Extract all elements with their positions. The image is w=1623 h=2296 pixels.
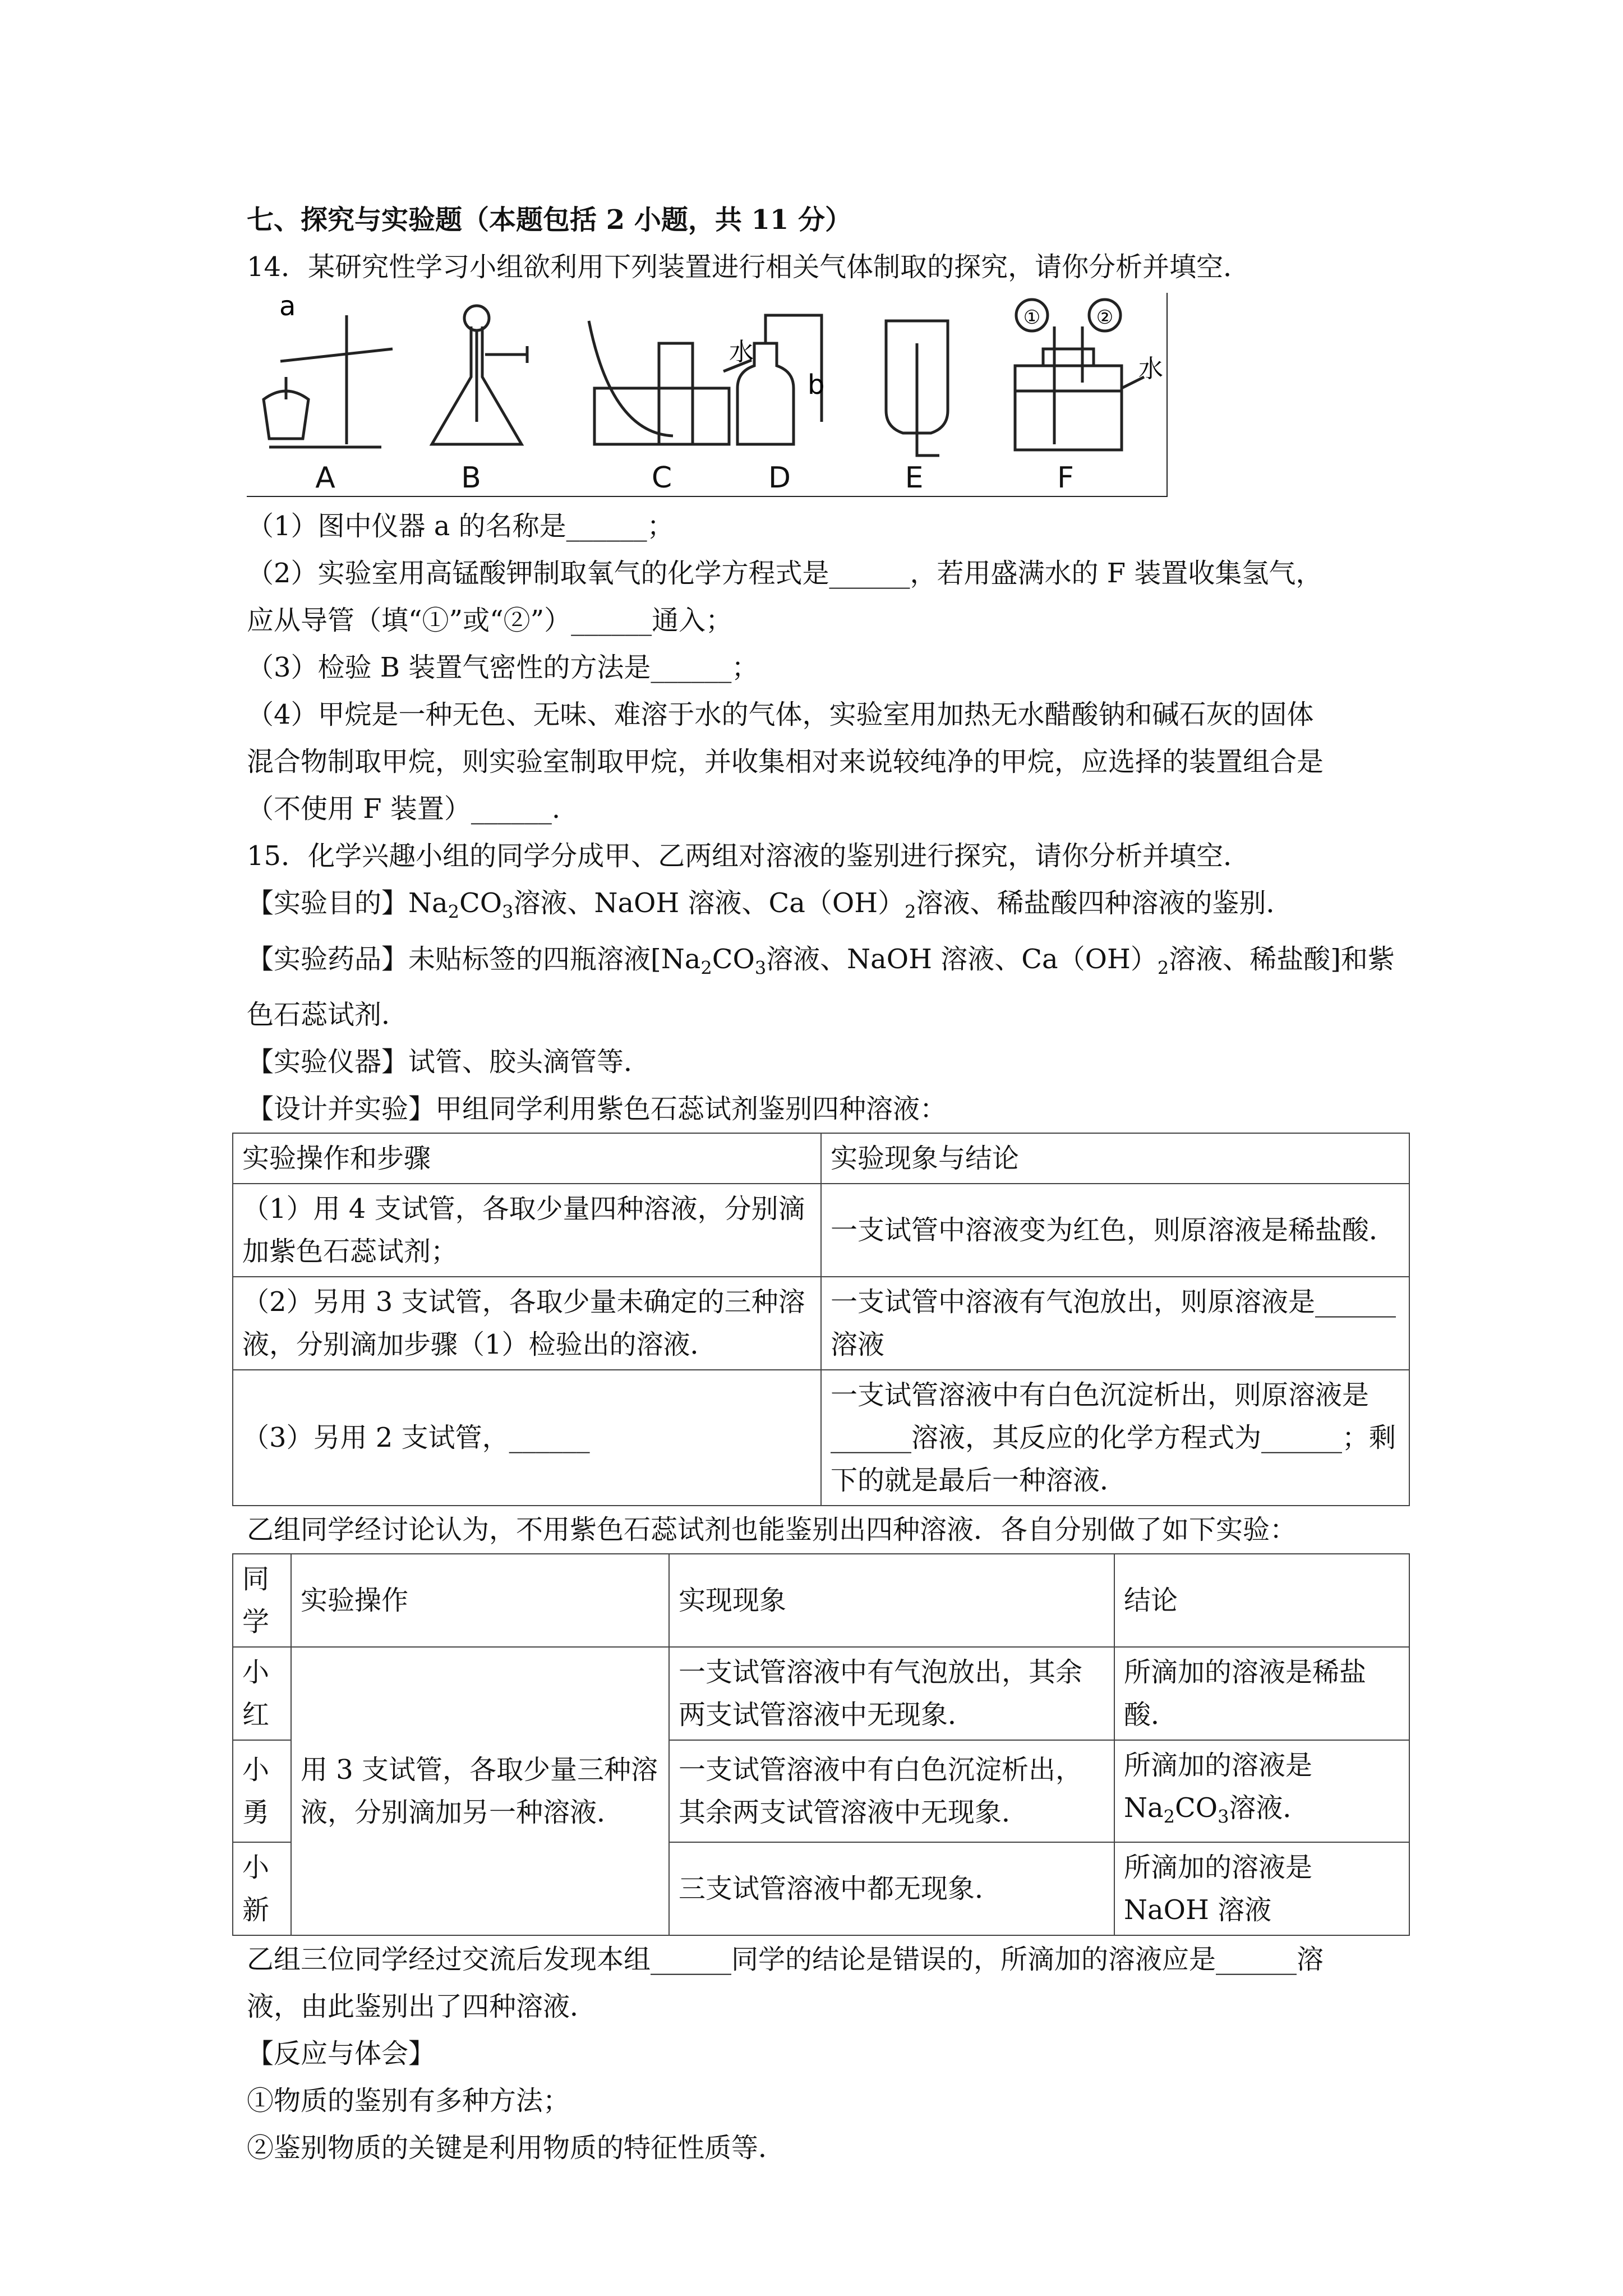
mark-water2: 水 (1138, 355, 1163, 383)
conclusion-a: 所滴加的溶液是 (1124, 1750, 1313, 1782)
design-text: 甲组同学利用紫色石蕊试剂鉴别四种溶液： (435, 1093, 947, 1125)
mark-water1: 水 (729, 338, 754, 366)
mark-a: a (279, 293, 296, 322)
after-a: 乙组三位同学经过交流后发现本组______同学的结论是错误的，所滴加的溶液应是______溶 (247, 1943, 1324, 1975)
instr-text: 试管、胶头滴管等． (408, 1046, 651, 1078)
instr-tag: 【实验仪器】 (247, 1046, 409, 1078)
after-b: 液，由此鉴别出了四种溶液． (247, 1990, 597, 2022)
drugs-b: 溶液、NaOH 溶液、Ca（OH） (766, 943, 1158, 975)
drugs-sub3: 2 (1157, 957, 1169, 979)
q15-drugs-cont: 色石蕊试剂． (247, 999, 409, 1031)
document-page (242, 196, 1402, 2171)
q14-p2b: 应从导管（填“①”或“②”）______通入； (247, 605, 733, 636)
q15-purpose (247, 880, 1402, 936)
table-cell: 一支试管溶液中有白色沉淀析出，则原溶液是______溶液，其反应的化学方程式为______；剩下的就是最后一种溶液． (821, 1370, 1409, 1506)
purpose-b: 溶液、NaOH 溶液、Ca（OH） (513, 887, 905, 919)
group2-intro: 乙组同学经讨论认为，不用紫色石蕊试剂也能鉴别出四种溶液．各自分别做了如下实验： (247, 1514, 1297, 1546)
table-cell: 一支试管中溶液有气泡放出，则原溶液是______溶液 (821, 1277, 1409, 1370)
conclusion-cell (1114, 1740, 1409, 1842)
label-d: D (768, 461, 791, 495)
purpose-mid: CO (459, 887, 502, 919)
q15-design (247, 1085, 1402, 1133)
phenomenon-cell: 一支试管溶液中有白色沉淀析出，其余两支试管溶液中无现象． (669, 1740, 1114, 1842)
purpose-sub3: 2 (905, 901, 916, 923)
purpose-tag: 【实验目的】 (247, 887, 409, 919)
q15-stem: 15．化学兴趣小组的同学分成甲、乙两组对溶液的鉴别进行探究，请你分析并填空． (247, 840, 1251, 872)
label-f: F (1057, 461, 1074, 495)
phenomenon-cell: 三支试管溶液中都无现象． (669, 1842, 1114, 1935)
conclusion-mid: CO (1174, 1792, 1218, 1824)
mark-port2: ② (1096, 306, 1114, 329)
q14-p4c: （不使用 F 装置）______. (247, 793, 561, 825)
drugs-mid: CO (712, 943, 755, 975)
table-group-b (232, 1553, 1410, 1936)
conclusion-cell: 所滴加的溶液是稀盐酸． (1114, 1647, 1409, 1740)
student-name: 小新 (233, 1842, 291, 1935)
tube-a (280, 349, 393, 361)
label-e: E (905, 461, 924, 495)
drugs-c: 溶液、稀盐酸]和紫 (1169, 943, 1395, 975)
table-row (233, 1647, 1409, 1740)
table-header: 实现现象 (669, 1554, 1114, 1647)
table-cell: （3）另用 2 支试管，______ (233, 1370, 821, 1506)
label-b: B (461, 461, 481, 495)
table-row (233, 1370, 1409, 1506)
q14-stem: 14．某研究性学习小组欲利用下列装置进行相关气体制取的探究，请你分析并填空． (247, 251, 1251, 283)
q14-p1: （1）图中仪器 a 的名称是______； (247, 510, 674, 542)
mark-b: b (808, 369, 825, 401)
purpose-sub2: 3 (502, 901, 514, 923)
drugs-a: 未贴标签的四瓶溶液[Na (408, 943, 701, 975)
phenomenon-cell: 一支试管溶液中有气泡放出，其余两支试管溶液中无现象． (669, 1647, 1114, 1740)
q15-instr (247, 1038, 1402, 1085)
table-header: 同学 (233, 1554, 291, 1647)
table-row (233, 1277, 1409, 1370)
apparatus-figure (247, 293, 1168, 497)
section-title: 七、探究与实验题（本题包括 2 小题，共 11 分） (247, 204, 852, 236)
purpose-a: Na (408, 887, 448, 919)
reflect-1: ①物质的鉴别有多种方法； (247, 2085, 570, 2116)
operation-cell: 用 3 支试管，各取少量三种溶液，分别滴加另一种溶液． (291, 1647, 669, 1935)
conclusion-cell: 所滴加的溶液是 NaOH 溶液 (1114, 1842, 1409, 1935)
conclusion-sub2: 3 (1218, 1806, 1229, 1828)
bottle-f (1015, 366, 1122, 450)
drugs-sub2: 3 (754, 957, 767, 979)
q15-drugs (247, 936, 1402, 992)
conclusion-c: 溶液． (1229, 1792, 1310, 1824)
table-row (233, 1554, 1409, 1647)
student-name: 小红 (233, 1647, 291, 1740)
reflect-2: ②鉴别物质的关键是利用物质的特征性质等． (247, 2132, 786, 2164)
table-cell: （1）用 4 支试管，各取少量四种溶液，分别滴加紫色石蕊试剂； (233, 1184, 821, 1277)
table-header: 实验操作和步骤 (233, 1133, 821, 1184)
mark-port1: ① (1023, 306, 1041, 329)
table-header: 实验操作 (291, 1554, 669, 1647)
purpose-c: 溶液、稀盐酸四种溶液的鉴别． (916, 887, 1293, 919)
q14-p2a: （2）实验室用高锰酸钾制取氧气的化学方程式是______，若用盛满水的 F 装置收集氢气， (247, 558, 1323, 589)
q14-p4b: 混合物制取甲烷，则实验室制取甲烷，并收集相对来说较纯净的甲烷，应选择的装置组合是 (247, 746, 1324, 777)
label-a: A (315, 461, 335, 495)
drugs-tag: 【实验药品】 (247, 943, 409, 975)
apparatus-drawing (247, 293, 1166, 496)
student-name: 小勇 (233, 1740, 291, 1842)
table-row (233, 1133, 1409, 1184)
table-header: 实验现象与结论 (821, 1133, 1409, 1184)
conclusion-b: Na (1124, 1792, 1164, 1824)
q14-p4a: （4）甲烷是一种无色、无味、难溶于水的气体，实验室用加热无水醋酸钠和碱石灰的固体 (247, 699, 1314, 730)
design-tag: 【设计并实验】 (247, 1093, 436, 1125)
table-cell: 一支试管中溶液变为红色，则原溶液是稀盐酸． (821, 1184, 1409, 1277)
reflect-tag: 【反应与体会】 (247, 2037, 436, 2069)
table-cell: （2）另用 3 支试管，各取少量未确定的三种溶液，分别滴加步骤（1）检验出的溶液． (233, 1277, 821, 1370)
table-header: 结论 (1114, 1554, 1409, 1647)
drugs-sub1: 2 (700, 957, 712, 979)
purpose-sub1: 2 (448, 901, 459, 923)
label-c: C (651, 461, 672, 495)
table-group-a (232, 1133, 1410, 1506)
q14-p3: （3）检验 B 装置气密性的方法是______； (247, 652, 759, 683)
table-row (233, 1184, 1409, 1277)
conclusion-sub1: 2 (1163, 1806, 1175, 1828)
